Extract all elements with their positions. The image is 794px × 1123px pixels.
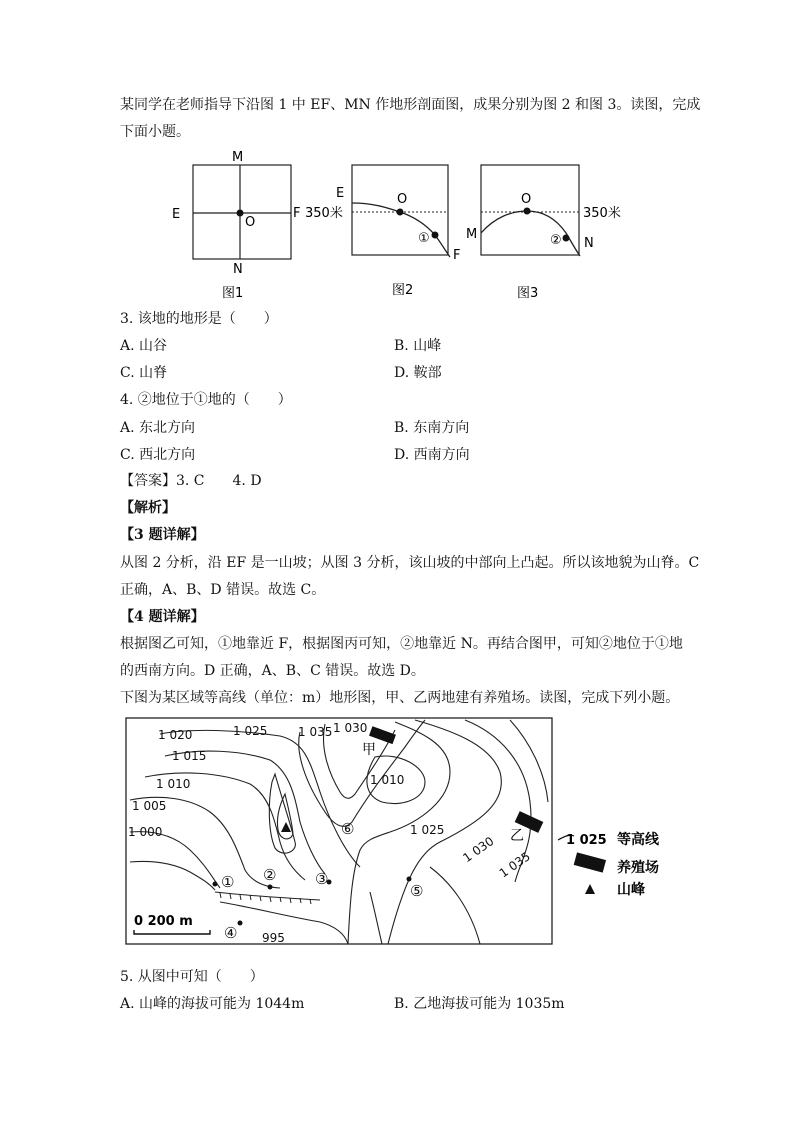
contour-label-1020: 1 020 [158,728,193,742]
contour-map [120,712,680,952]
q3-detail-text-1: 从图 2 分析，沿 EF 是一山坡；从图 3 分析，该山坡的中部向上凸起。所以该地貌为山脊。C [120,555,700,571]
figure-1 [172,150,300,301]
q3-detail-title: 【3 题详解】 [120,527,205,543]
fig3-label-point-2: ② [550,233,562,248]
legend-farm-label: 养殖场 [617,860,659,876]
fig3-height-label: 350米 [583,206,621,221]
q4-option-d: D. 西南方向 [394,447,470,463]
q4-detail-text-1: 根据图乙可知，①地靠近 F，根据图丙可知，②地靠近 N。再结合图甲，可知②地位于①地 [120,636,683,652]
contour-label-1030-east: 1 030 [460,834,497,866]
contour-label-1010: 1 010 [156,777,191,791]
fig2-caption: 图2 [392,283,414,298]
intro-line-1: 某同学在老师指导下沿图 1 中 EF、MN 作地形剖面图，成果分别为图 2 和图 3。读图，完成 [120,97,701,113]
intro-line-2: 下面小题。 [120,124,190,140]
q4-stem: 4. ②地位于①地的（ ） [120,392,292,408]
fig1-caption: 图1 [222,286,244,301]
fig2-label-point-1: ① [418,231,430,246]
point-3: ③ [315,870,329,888]
place-yi: 乙 [510,828,524,844]
q4-detail-title: 【4 题详解】 [120,609,205,625]
point-5: ⑤ [410,882,424,900]
fig1-label-f: F [293,206,301,221]
legend-farm-icon [574,852,606,872]
q4-option-a: A. 东北方向 [120,420,196,436]
fig1-label-e: E [172,207,181,222]
profile-figures [160,145,630,305]
q4-detail-text-2: 的西南方向。D 正确，A、B、C 错误。故选 D。 [120,663,425,679]
fig2-label-f: F [453,248,461,263]
legend-peak-icon [585,884,595,894]
q3-stem: 3. 该地的地形是（ ） [120,311,278,327]
contour-label-1015: 1 015 [172,749,207,763]
fig1-label-o: O [245,215,256,230]
q3-option-b: B. 山峰 [394,338,442,354]
contour-label-1000: 1 000 [128,825,163,839]
fig1-label-m: M [232,150,244,165]
q5-stem: 5. 从图中可知（ ） [120,969,264,985]
q4-option-b: B. 东南方向 [394,420,470,436]
q5-option-a: A. 山峰的海拔可能为 1044m [120,996,305,1012]
fig2-height-label: 350米 [305,206,343,221]
figure-2 [305,165,460,298]
intro-2: 下图为某区域等高线（单位：m）地形图，甲、乙两地建有养殖场。读图，完成下列小题。 [120,690,680,706]
fig1-label-n: N [233,262,243,277]
q3-option-c: C. 山脊 [120,365,168,381]
fig2-label-o: O [397,192,408,207]
contour-label-1010-east: 1 010 [370,773,405,787]
q3-option-a: A. 山谷 [120,338,168,354]
scale-label: 0 200 m [134,914,193,929]
legend-contour-label: 等高线 [617,832,659,848]
contour-label-1030: 1 030 [333,721,368,735]
contour-label-1005: 1 005 [132,799,167,813]
q5-option-b: B. 乙地海拔可能为 1035m [394,996,565,1012]
point-2: ② [263,866,277,884]
legend-peak-label: 山峰 [617,882,645,898]
q4-option-c: C. 西北方向 [120,447,196,463]
point-6: ⑥ [341,820,355,838]
answer-line: 【答案】3. C 4. D [120,473,262,489]
point-1: ① [221,873,235,891]
fig2-label-e: E [336,186,345,201]
contour-label-995: 995 [262,931,285,945]
contour-label-1035-east: 1 035 [496,849,533,881]
fig3-label-m: M [466,227,478,242]
q3-option-d: D. 鞍部 [394,365,442,381]
fig3-label-o: O [521,192,532,207]
place-jia: 甲 [362,742,376,758]
fig3-label-n: N [584,236,594,251]
legend-contour-value: 1 025 [566,833,607,848]
contour-label-1025-east: 1 025 [410,823,445,837]
fig3-caption: 图3 [517,286,539,301]
point-4: ④ [224,924,238,942]
figure-3 [466,165,621,301]
q3-detail-text-2: 正确，A、B、D 错误。故选 C。 [120,582,326,598]
map-legend [558,831,660,898]
contour-label-1025: 1 025 [233,724,268,738]
contour-label-1035: 1 035 [298,725,333,739]
analysis-title: 【解析】 [120,500,176,516]
